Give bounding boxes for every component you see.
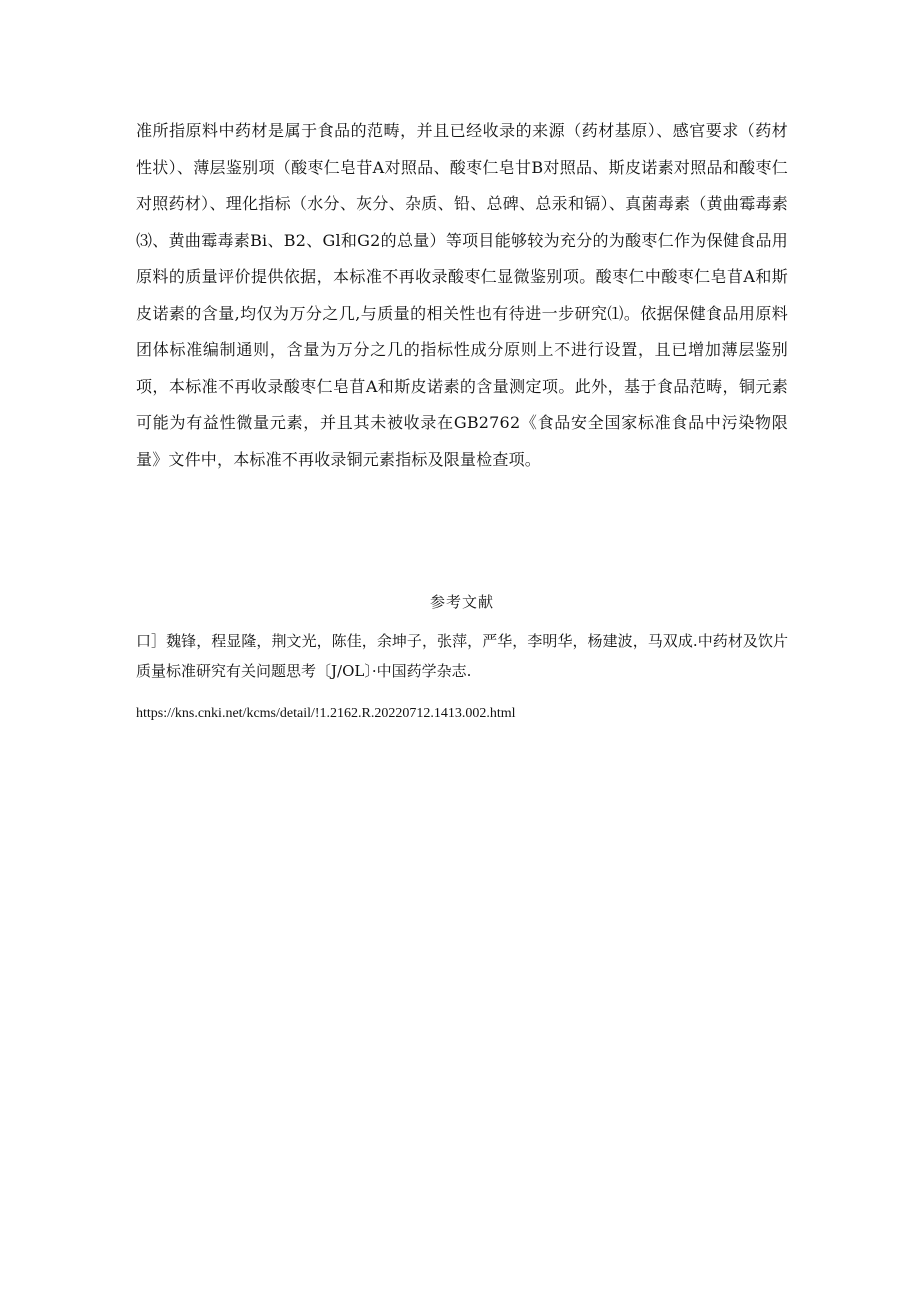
reference-entry: 口］魏锋，程显隆，荆文光，陈佳，余坤子，张萍，严华，李明华，杨建波，马双成.中药材及饮片质量标准研究有关问题思考〔J∕OL〕·中国药学杂志. [136, 632, 788, 680]
reference-list [136, 626, 788, 686]
reference-url: https://kns.cnki.net/kcms/detail/!1.2162.R.20220712.1413.002.html [136, 706, 516, 721]
document-body [136, 113, 788, 478]
body-paragraph: 准所指原料中药材是属于食品的范畴，并且已经收录的来源（药材基原）、感官要求（药材性状）、薄层鉴别项（酸枣仁皂苷A对照品、酸枣仁皂甘B对照品、斯皮诺素对照品和酸枣仁对照药材）、理化指标（水分、灰分、杂质、铅、总碑、总汞和镉）、真菌毒素（黄曲霉毒素⑶、黄曲霉毒素Bi、B2、Gl和G2的总量）等项目能够较为充分的为酸枣仁作为保健食品用原料的质量评价提供依据，本标准不再收录酸枣仁显微鉴别项。酸枣仁中酸枣仁皂苜A和斯皮诺素的含量,均仅为万分之几,与质量的相关性也有待进一步研究⑴。依据保健食品用原料团体标准编制通则，含量为万分之几的指标性成分原则上不进行设置，且已增加薄层鉴别项，本标准不再收录酸枣仁皂苜A和斯皮诺素的含量测定项。此外，基于食品范畴，铜元素可能为有益性微量元素，并且其未被收录在GB2762《食品安全国家标准食品中污染物限量》文件中，本标准不再收录铜元素指标及限量检查项。 [136, 121, 788, 469]
references-heading: 参考文献 [429, 593, 494, 611]
